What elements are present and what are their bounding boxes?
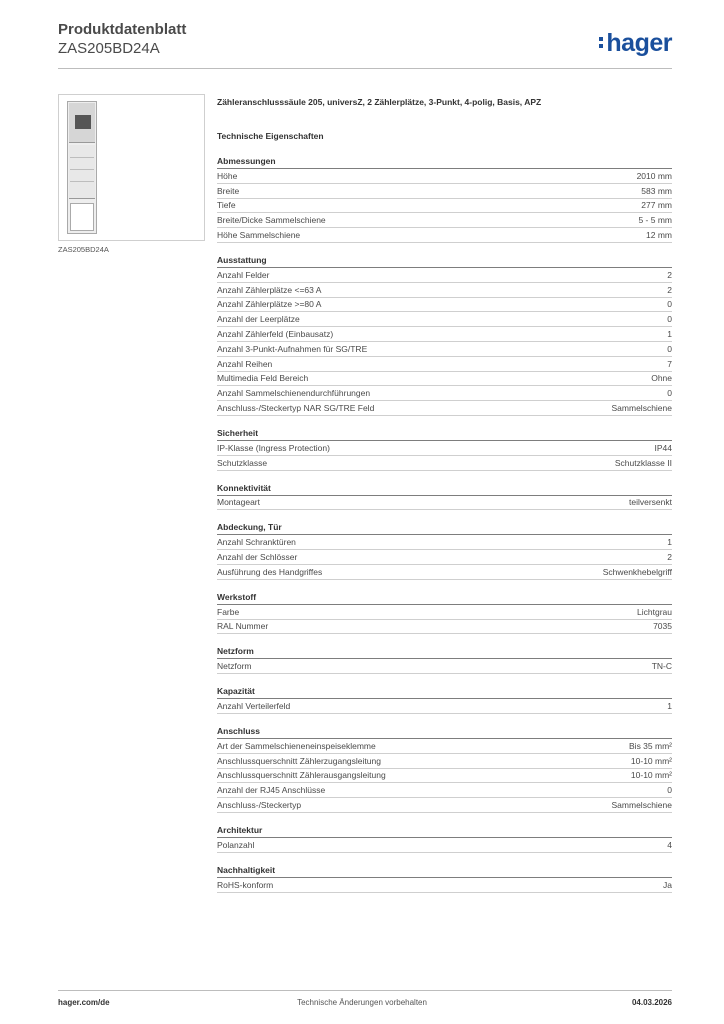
image-caption: ZAS205BD24A: [58, 245, 109, 254]
property-row: [217, 312, 672, 327]
property-section: [217, 155, 672, 243]
property-row: [217, 372, 672, 387]
property-label: Schutzklasse: [217, 457, 268, 468]
logo-colon-icon: [599, 35, 603, 51]
footer-notice: Technische Änderungen vorbehalten: [297, 998, 427, 1007]
property-value: Schwenkhebelgriff: [602, 566, 672, 577]
property-section: [217, 864, 672, 893]
property-row: [217, 357, 672, 372]
property-label: Anzahl der RJ45 Anschlüsse: [217, 785, 326, 796]
meter-cabinet-icon: [67, 101, 97, 234]
property-label: Anzahl der Leerplätze: [217, 314, 300, 325]
property-row: [217, 268, 672, 283]
property-value: 1: [667, 537, 672, 548]
property-value: 1: [667, 701, 672, 712]
property-value: TN-C: [651, 661, 672, 672]
property-label: RAL Nummer: [217, 621, 269, 632]
property-row: [217, 565, 672, 580]
section-title: Nachhaltigkeit: [217, 864, 672, 878]
property-row: [217, 441, 672, 456]
property-label: Art der Sammelschieneneinspeiseklemme: [217, 740, 376, 751]
property-label: Anzahl Sammelschienendurchführungen: [217, 388, 371, 399]
section-title: Architektur: [217, 824, 672, 838]
property-label: Anzahl 3-Punkt-Aufnahmen für SG/TRE: [217, 343, 368, 354]
tech-properties-heading: Technische Eigenschaften: [217, 131, 324, 141]
document-title: Produktdatenblatt: [58, 21, 187, 38]
property-value: 5 - 5 mm: [638, 215, 672, 226]
property-section: [217, 824, 672, 853]
property-row: [217, 754, 672, 769]
property-label: Höhe Sammelschiene: [217, 230, 301, 241]
property-label: Anschlussquerschnitt Zählerausgangsleitung: [217, 770, 386, 781]
property-section: [217, 685, 672, 714]
footer-date: 04.03.2026: [631, 998, 672, 1007]
property-label: Montageart: [217, 497, 260, 508]
property-value: 2: [667, 284, 672, 295]
section-title: Abmessungen: [217, 155, 672, 169]
property-value: 7: [667, 358, 672, 369]
property-label: Polanzahl: [217, 839, 255, 850]
property-row: [217, 342, 672, 357]
property-label: Breite/Dicke Sammelschiene: [217, 215, 326, 226]
property-value: 10-10 mm²: [630, 755, 672, 766]
section-title: Abdeckung, Tür: [217, 521, 672, 535]
property-value: 10-10 mm²: [630, 770, 672, 781]
property-label: Anzahl Felder: [217, 269, 270, 280]
property-value: 2: [667, 552, 672, 563]
property-value: 583 mm: [641, 185, 672, 196]
property-label: Multimedia Feld Bereich: [217, 373, 309, 384]
property-label: Anzahl Reihen: [217, 358, 273, 369]
property-value: 2010 mm: [636, 170, 672, 181]
section-title: Werkstoff: [217, 591, 672, 605]
footer-website-link[interactable]: hager.com/de: [58, 998, 110, 1007]
property-row: [217, 535, 672, 550]
property-value: 0: [667, 314, 672, 325]
property-label: RoHS-konform: [217, 879, 274, 890]
property-section: [217, 482, 672, 511]
property-row: [217, 659, 672, 674]
property-label: IP-Klasse (Ingress Protection): [217, 442, 330, 453]
property-label: Anzahl Zählerplätze >=80 A: [217, 299, 322, 310]
property-value: Sammelschiene: [611, 403, 672, 414]
property-value: Schutzklasse II: [614, 457, 672, 468]
section-title: Netzform: [217, 645, 672, 659]
property-label: Netzform: [217, 661, 252, 672]
property-value: 0: [667, 785, 672, 796]
property-row: [217, 456, 672, 471]
article-number: ZAS205BD24A: [58, 40, 160, 57]
property-value: 1: [667, 329, 672, 340]
property-value: 4: [667, 839, 672, 850]
property-row: [217, 798, 672, 813]
property-value: teilversenkt: [629, 497, 672, 508]
property-row: [217, 699, 672, 714]
property-section: [217, 591, 672, 635]
property-label: Farbe: [217, 606, 240, 617]
property-label: Anzahl Schranktüren: [217, 537, 296, 548]
footer-divider: [58, 990, 672, 991]
property-label: Anschlussquerschnitt Zählerzugangsleitung: [217, 755, 381, 766]
property-label: Anschluss-/Steckertyp NAR SG/TRE Feld: [217, 403, 375, 414]
section-title: Sicherheit: [217, 427, 672, 441]
property-value: 277 mm: [641, 200, 672, 211]
property-value: Lichtgrau: [637, 606, 672, 617]
hager-logo: [599, 28, 672, 58]
section-title: Anschluss: [217, 725, 672, 739]
property-row: [217, 228, 672, 243]
property-value: Bis 35 mm²: [629, 740, 672, 751]
property-section: [217, 645, 672, 674]
property-value: Ohne: [651, 373, 672, 384]
property-sections: [217, 155, 672, 893]
product-description: Zähleranschlusssäule 205, universZ, 2 Zählerplätze, 3-Punkt, 4-polig, Basis, APZ: [217, 97, 542, 107]
property-row: [217, 199, 672, 214]
product-details: [217, 96, 672, 893]
property-row: [217, 878, 672, 893]
property-row: [217, 386, 672, 401]
product-image: [58, 94, 205, 241]
property-section: [217, 254, 672, 416]
property-row: [217, 620, 672, 635]
property-row: [217, 169, 672, 184]
property-label: Breite: [217, 185, 240, 196]
property-value: 7035: [653, 621, 672, 632]
property-row: [217, 213, 672, 228]
header-divider: [58, 68, 672, 69]
property-section: [217, 725, 672, 813]
property-section: [217, 427, 672, 471]
property-value: 0: [667, 299, 672, 310]
page-header: [58, 20, 672, 68]
property-row: [217, 184, 672, 199]
property-row: [217, 838, 672, 853]
property-value: Sammelschiene: [611, 800, 672, 810]
property-label: Anzahl Verteilerfeld: [217, 701, 291, 712]
property-row: [217, 739, 672, 754]
property-row: [217, 769, 672, 784]
property-row: [217, 401, 672, 416]
property-value: 0: [667, 388, 672, 399]
property-row: [217, 496, 672, 511]
property-row: [217, 550, 672, 565]
property-label: Anzahl Zählerfeld (Einbausatz): [217, 329, 334, 340]
property-label: Anzahl Zählerplätze <=63 A: [217, 284, 322, 295]
property-value: 12 mm: [646, 230, 672, 241]
property-label: Anzahl der Schlösser: [217, 552, 298, 563]
property-label: Höhe: [217, 170, 238, 181]
property-row: [217, 783, 672, 798]
property-label: Tiefe: [217, 200, 236, 211]
section-title: Konnektivität: [217, 482, 672, 496]
property-section: [217, 521, 672, 579]
property-value: IP44: [654, 442, 672, 453]
property-row: [217, 327, 672, 342]
property-row: [217, 605, 672, 620]
property-label: Anschluss-/Steckertyp: [217, 800, 302, 810]
logo-text: hager: [606, 29, 672, 57]
property-row: [217, 283, 672, 298]
property-row: [217, 298, 672, 313]
section-title: Ausstattung: [217, 254, 672, 268]
property-value: Ja: [663, 879, 672, 890]
section-title: Kapazität: [217, 685, 672, 699]
property-value: 0: [667, 343, 672, 354]
property-value: 2: [667, 269, 672, 280]
property-label: Ausführung des Handgriffes: [217, 566, 323, 577]
